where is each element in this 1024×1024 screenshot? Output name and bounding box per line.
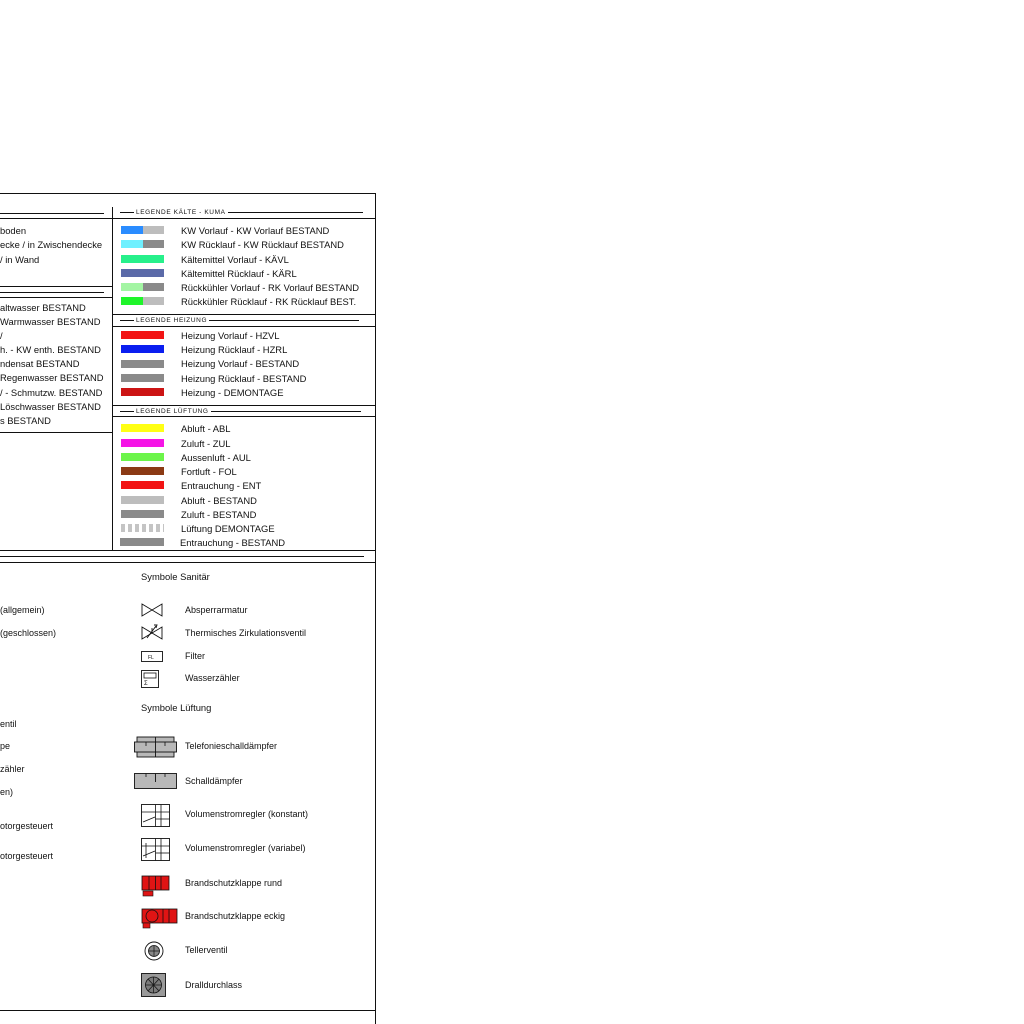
kaelte-swatch [121, 240, 143, 248]
heizung-label: Heizung Rücklauf - HZRL [181, 344, 288, 355]
section-separator-upper [0, 550, 376, 551]
symbol-label: Wasserzähler [185, 673, 240, 683]
symbol-label: Thermisches Zirkulationsventil [185, 628, 307, 638]
left-symbol-label: entil [0, 719, 17, 729]
kaelte-box-top [112, 218, 376, 219]
filter-icon [141, 651, 163, 662]
symbol-label: Dralldurchlass [185, 980, 243, 990]
left-header2-rule [0, 292, 104, 293]
left-middle-item: / - Schmutzw. BESTAND [0, 387, 103, 398]
left-upper-item: ecke / in Zwischendecke [0, 239, 103, 250]
heizung-box-top [112, 326, 376, 327]
lueftung-label: Fortluft - FOL [181, 466, 237, 477]
lueftung-box-top [112, 416, 376, 417]
left-middle-item: / [0, 330, 3, 341]
lueftung-label: Entrauchung - BESTAND [180, 537, 286, 548]
frame-right [375, 193, 376, 1024]
section-separator-lower [0, 562, 376, 563]
left-upper-item: / in Wand [0, 254, 40, 265]
lueftung-header: LEGENDE LÜFTUNG [120, 409, 361, 416]
heizung-label: Heizung Vorlauf - BESTAND [181, 358, 300, 369]
left-symbol-label: en) [0, 787, 14, 797]
lueftung-label: Abluft - ABL [181, 423, 231, 434]
lueftung-label: Entrauchung - ENT [181, 480, 262, 491]
kaelte-swatch-bestand [143, 226, 164, 234]
left-symbol-label: pe [0, 741, 11, 751]
fire-damper-round-icon [141, 874, 170, 898]
telephony-silencer-icon [134, 736, 177, 758]
left-middle-item: s BESTAND [0, 415, 51, 426]
lueftung-swatch [121, 467, 164, 475]
symbol-label: Absperrarmatur [185, 605, 248, 615]
left-symbol-label: (geschlossen) [0, 628, 57, 638]
symbol-label: Brandschutzklappe rund [185, 878, 283, 888]
kaelte-label: Rückkühler Vorlauf - RK Vorlauf BESTAND [181, 282, 360, 293]
kaelte-swatch [121, 226, 143, 234]
kaelte-swatch [121, 255, 164, 263]
vav-constant-icon [141, 804, 170, 827]
lueftung-swatch [121, 424, 164, 432]
heizung-swatch [121, 360, 164, 368]
kaelte-swatch [121, 297, 143, 305]
symbol-label: Brandschutzklappe eckig [185, 911, 286, 921]
heizung-label: Heizung - DEMONTAGE [181, 387, 284, 398]
lueftung-label: Zuluft - BESTAND [181, 509, 257, 520]
lueftung-label: Abluft - BESTAND [181, 495, 257, 506]
water-meter-icon [141, 670, 159, 688]
kaelte-box-bottom [112, 314, 376, 315]
svg-text:FL: FL [148, 655, 154, 661]
left-symbol-label: otorgesteuert [0, 821, 54, 831]
kaelte-swatch [121, 283, 143, 291]
left-box1-bottom [0, 286, 112, 287]
kaelte-label: Kältemittel Vorlauf - KÄVL [181, 254, 289, 265]
left-header-rule [0, 213, 104, 214]
kaelte-label: Rückkühler Rücklauf - RK Rücklauf BEST. [181, 296, 357, 307]
lueftung-swatch [120, 538, 164, 546]
heizung-swatch [121, 374, 164, 382]
symbole-sanitaer-title: Symbole Sanitär [141, 571, 210, 582]
heizung-swatch [121, 331, 164, 339]
lueftung-label: Lüftung DEMONTAGE [181, 523, 275, 534]
symbol-label: Telefonieschalldämpfer [185, 741, 278, 751]
lueftung-swatch [121, 496, 164, 504]
left-middle-item: h. - KW enth. BESTAND [0, 344, 101, 355]
symbol-label: Volumenstromregler (variabel) [185, 843, 306, 853]
frame-top [0, 193, 376, 194]
lueftung-swatch [121, 481, 164, 489]
left-middle-item: Löschwasser BESTAND [0, 401, 101, 412]
symbole-lueftung-title: Symbole Lüftung [141, 702, 212, 713]
left-symbol-label: zähler [0, 764, 25, 774]
heizung-swatch [121, 388, 164, 396]
kaelte-label: KW Vorlauf - KW Vorlauf BESTAND [181, 225, 330, 236]
lueftung-label: Zuluft - ZUL [181, 438, 231, 449]
left-box2-bottom [0, 432, 112, 433]
left-middle-item: ndensat BESTAND [0, 358, 80, 369]
kaelte-swatch [121, 269, 164, 277]
thermal-valve-icon [141, 624, 163, 640]
column-divider [112, 207, 113, 550]
kaelte-header: LEGENDE KÄLTE - KUMA [120, 210, 363, 217]
symbol-label: Filter [185, 651, 205, 661]
section-separator-thin [0, 556, 364, 557]
left-box2-top [0, 297, 112, 298]
left-symbol-label: otorgesteuert [0, 851, 54, 861]
swirl-diffuser-icon [141, 973, 166, 997]
lueftung-swatch-dashed [121, 524, 164, 532]
heizung-box-bottom [112, 405, 376, 406]
left-upper-item: boden [0, 225, 27, 236]
heizung-swatch [121, 345, 164, 353]
lueftung-swatch [121, 439, 164, 447]
kaelte-label: Kältemittel Rücklauf - KÄRL [181, 268, 297, 279]
kaelte-label: KW Rücklauf - KW Rücklauf BESTAND [181, 239, 344, 250]
frame-bottom-line [0, 1010, 376, 1011]
left-symbol-label: (allgemein) [0, 605, 45, 615]
left-middle-item: altwasser BESTAND [0, 302, 86, 313]
heizung-label: Heizung Vorlauf - HZVL [181, 330, 280, 341]
lueftung-label: Aussenluft - AUL [181, 452, 251, 463]
heizung-label: Heizung Rücklauf - BESTAND [181, 373, 307, 384]
left-box-top [0, 218, 112, 219]
disc-valve-icon [144, 941, 164, 961]
lueftung-swatch [121, 510, 164, 518]
symbol-label: Schalldämpfer [185, 776, 243, 786]
symbol-label: Volumenstromregler (konstant) [185, 809, 309, 819]
silencer-icon [134, 773, 177, 789]
left-middle-item: Regenwasser BESTAND [0, 372, 104, 383]
symbol-label: Tellerventil [185, 945, 228, 955]
valve-icon [141, 603, 163, 617]
heizung-header: LEGENDE HEIZUNG [120, 318, 359, 325]
vav-variable-icon [141, 838, 170, 861]
kaelte-swatch-bestand [143, 297, 164, 305]
fire-damper-square-icon [141, 907, 178, 930]
lueftung-swatch [121, 453, 164, 461]
left-middle-item: Warmwasser BESTAND [0, 316, 101, 327]
svg-text:Σ: Σ [144, 681, 148, 687]
kaelte-swatch-bestand [143, 240, 164, 248]
kaelte-swatch-bestand [143, 283, 164, 291]
